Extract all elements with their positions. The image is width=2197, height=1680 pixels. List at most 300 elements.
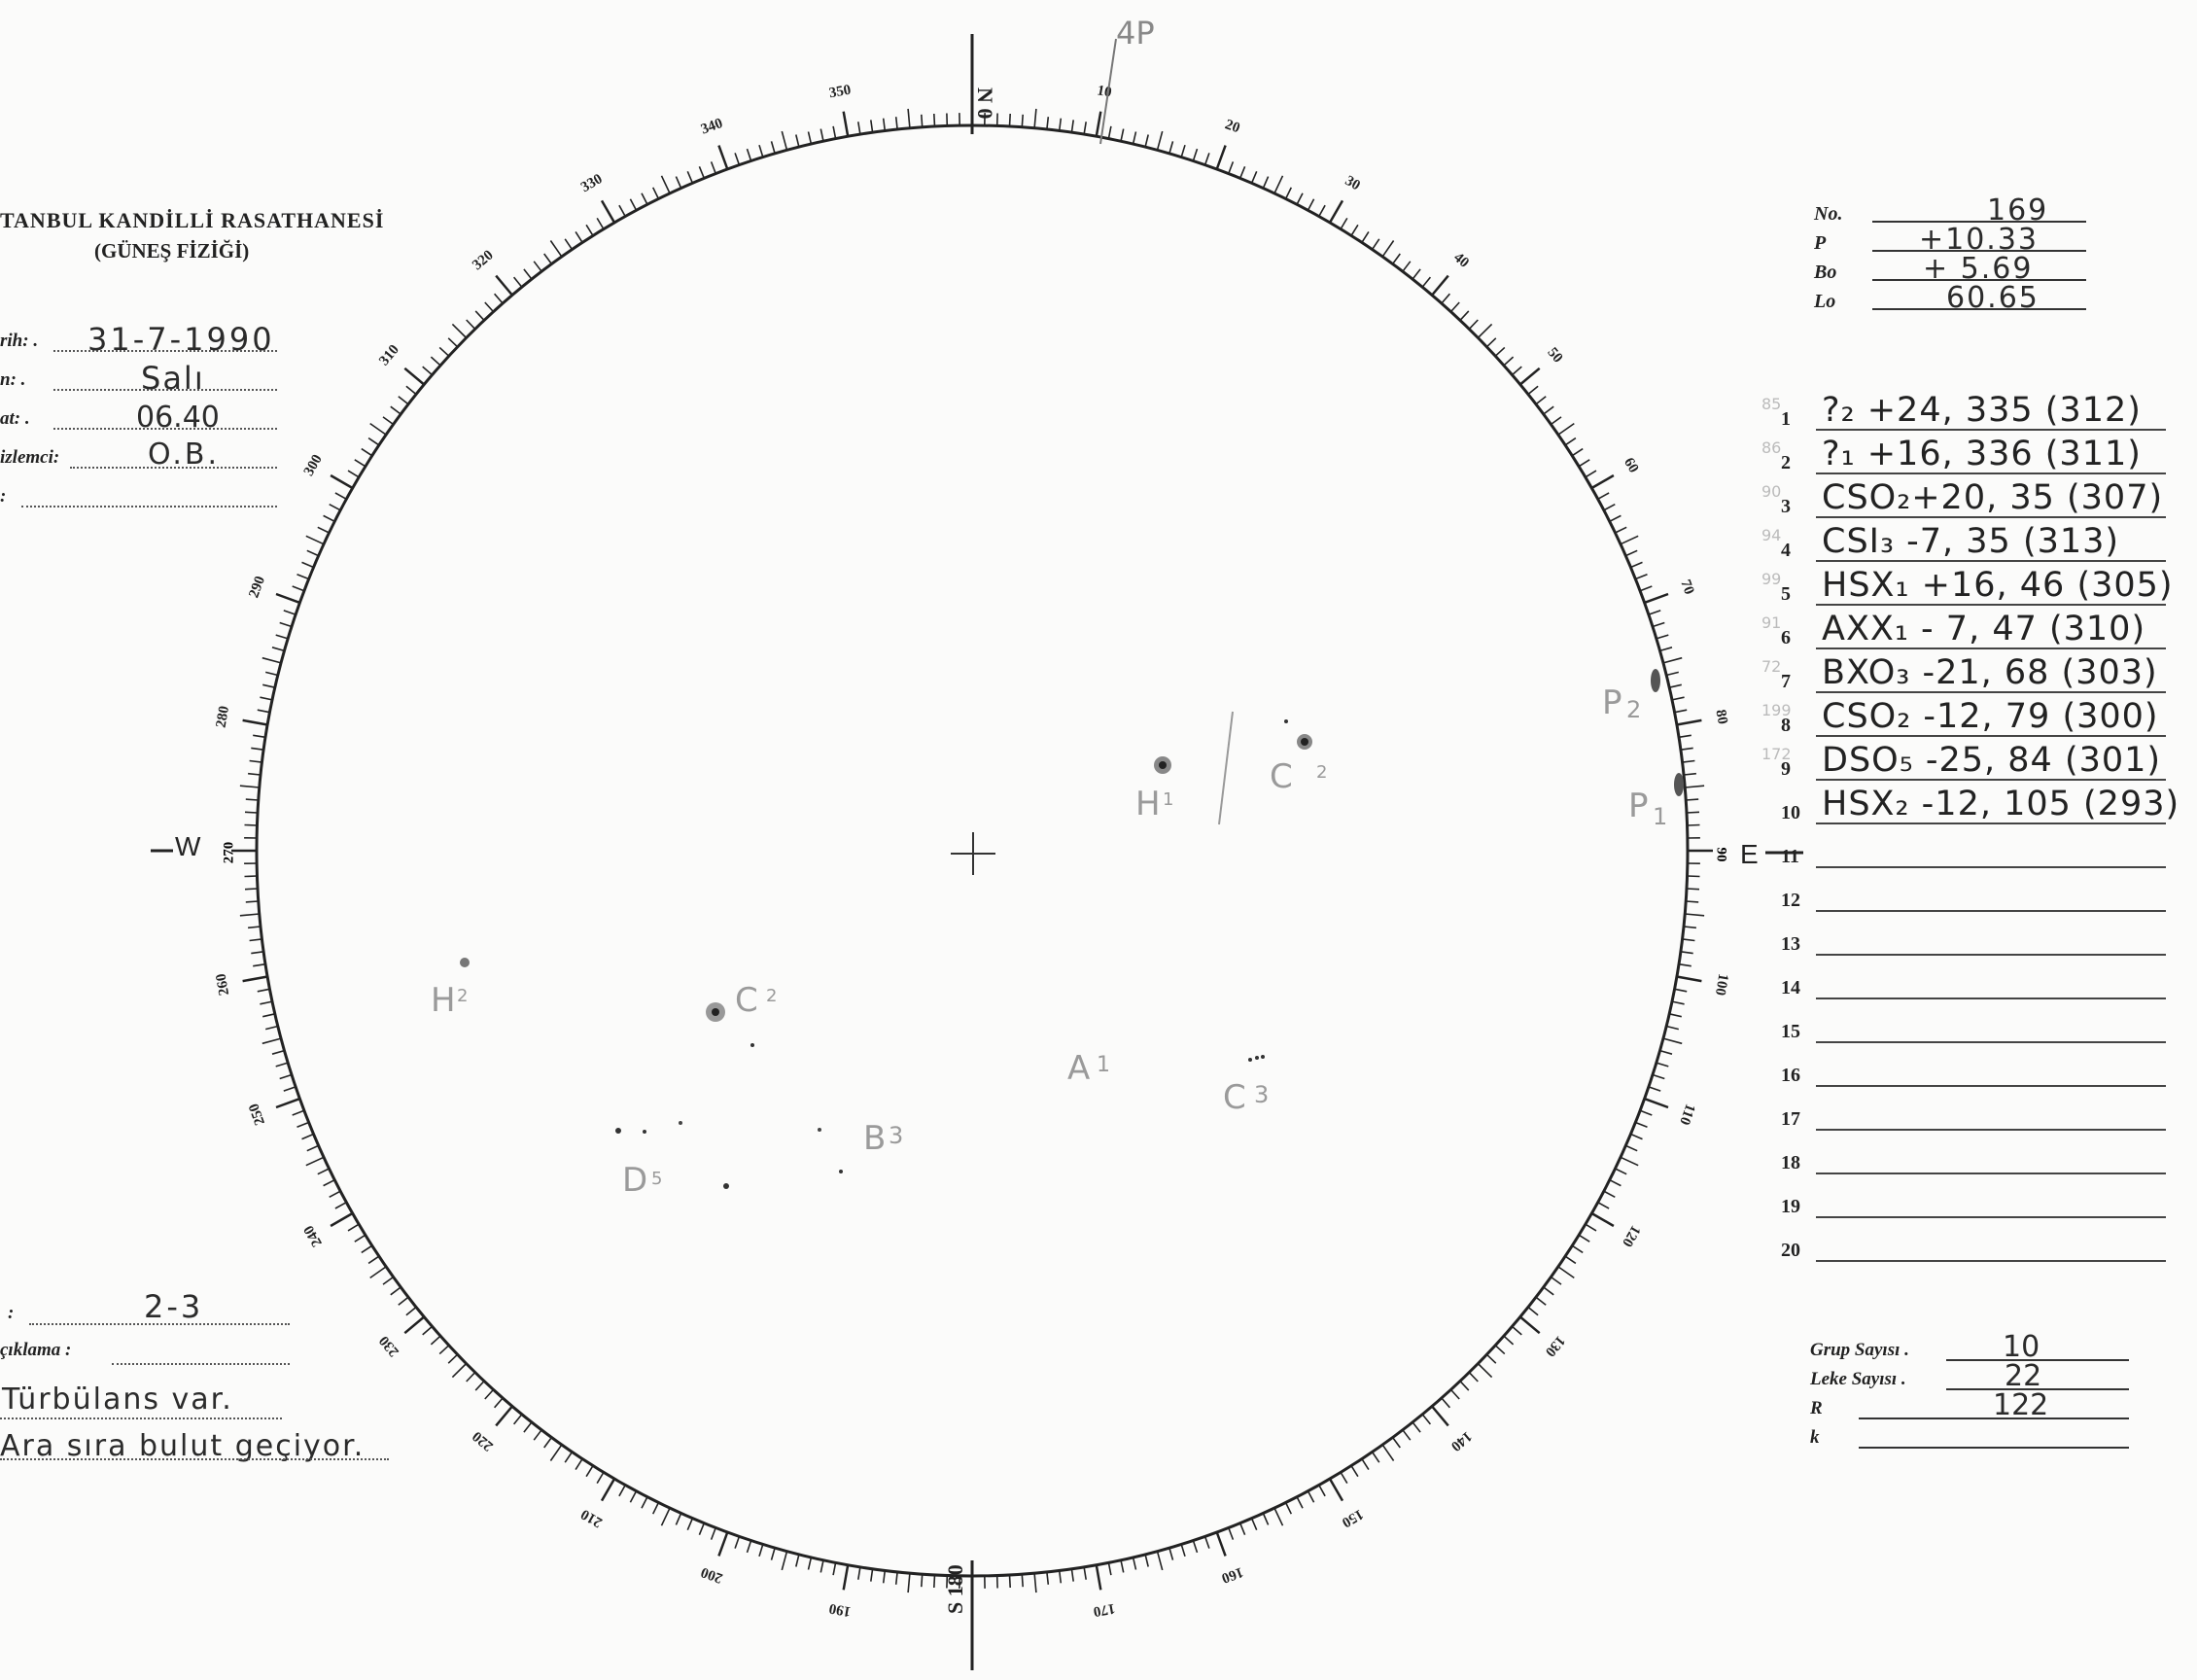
degree-tick: [280, 1075, 292, 1079]
degree-tick: [550, 241, 561, 257]
degree-tick: [1403, 1430, 1411, 1440]
group-row-text: ?₁ +16, 336 (311): [1822, 435, 2142, 473]
svg-text:H: H: [1135, 785, 1161, 823]
degree-tick: [1286, 188, 1292, 199]
group-ref-number: 172: [1761, 745, 1792, 763]
degree-tick: [250, 939, 262, 941]
degree-tick: [1373, 1452, 1379, 1463]
degree-tick: [1688, 825, 1700, 826]
degree-tick: [1460, 311, 1469, 321]
degree-tick: [772, 1548, 776, 1560]
degree-tick: [1297, 193, 1303, 205]
degree-tick: [1133, 132, 1136, 145]
degree-tick: [1625, 1145, 1637, 1150]
degree-tick: [1625, 550, 1637, 555]
group-ref-number: 94: [1761, 526, 1782, 544]
degree-tick: [1010, 114, 1011, 126]
degree-tick: [1263, 177, 1268, 189]
degree-tick: [1586, 1224, 1596, 1231]
group-row-number: 4: [1781, 540, 1791, 561]
degree-tick: [1672, 697, 1685, 700]
degree-tick: [1681, 748, 1693, 750]
degree-tick: [922, 115, 923, 127]
degree-tick: [1604, 1191, 1616, 1197]
degree-tick: [662, 1508, 671, 1525]
degree-tick: [1495, 347, 1505, 356]
degree-tick: [293, 1110, 304, 1115]
degree-tick: [1442, 294, 1450, 303]
degree-tick: [1649, 1087, 1660, 1091]
group-row-number: 5: [1781, 583, 1791, 605]
degree-label: 70: [1677, 578, 1697, 597]
degree-tick: [404, 1317, 424, 1334]
degree-label: 340: [698, 115, 725, 138]
degree-tick: [496, 1407, 512, 1426]
group-row: [1761, 697, 2178, 741]
degree-tick: [1631, 1135, 1643, 1139]
degree-tick: [884, 1570, 886, 1583]
group-ref-number: 99: [1761, 570, 1782, 588]
degree-tick: [253, 735, 265, 737]
group-row-number: 11: [1781, 846, 1799, 867]
degree-tick: [1610, 515, 1622, 521]
degree-tick: [1621, 1157, 1638, 1165]
degree-tick: [565, 1452, 572, 1463]
group-row-number: 19: [1781, 1196, 1800, 1217]
degree-tick: [619, 205, 625, 216]
degree-tick: [1084, 1567, 1086, 1580]
degree-label: 230: [376, 1332, 402, 1360]
degree-tick: [1660, 1051, 1673, 1055]
note-line-1: Türbülans var.: [2, 1382, 233, 1417]
degree-tick: [884, 119, 886, 131]
degree-tick: [630, 1491, 636, 1503]
degree-tick: [1319, 1486, 1325, 1496]
east-label: E: [1740, 839, 1759, 869]
degree-tick: [404, 368, 424, 385]
group-row-text: BXO₃ -21, 68 (303): [1822, 653, 2158, 692]
degree-label: 170: [1092, 1599, 1117, 1620]
degree-tick: [1645, 594, 1668, 603]
degree-tick: [1478, 324, 1491, 337]
degree-tick: [391, 1287, 401, 1295]
degree-tick: [246, 901, 259, 902]
sunspots: [460, 669, 1684, 1189]
param-bo: Bo + 5.69: [1814, 258, 2125, 287]
degree-tick: [796, 135, 799, 148]
degree-tick: [1097, 1565, 1101, 1591]
group-count: Grup Sayısı . 10: [1810, 1334, 2131, 1363]
degree-tick: [662, 176, 671, 193]
degree-tick: [597, 1472, 604, 1483]
degree-tick: [1604, 505, 1616, 510]
degree-tick: [1513, 1326, 1522, 1335]
south-label: S 180: [943, 1564, 967, 1614]
degree-tick: [1685, 914, 1704, 916]
degree-tick: [1382, 1445, 1393, 1460]
svg-text:1: 1: [1097, 1053, 1110, 1077]
degree-tick: [262, 658, 281, 663]
degree-tick: [1205, 1536, 1209, 1548]
degree-tick: [748, 1541, 751, 1553]
degree-tick: [297, 575, 309, 579]
degree-tick: [1193, 1541, 1197, 1553]
group-row: [1761, 391, 2178, 435]
degree-tick: [1486, 338, 1495, 347]
degree-tick: [1551, 417, 1561, 425]
degree-tick: [1422, 277, 1430, 287]
degree-tick: [1362, 1459, 1369, 1470]
degree-tick: [1520, 368, 1540, 385]
degree-tick: [1308, 199, 1314, 211]
degree-label: 270: [221, 841, 237, 864]
degree-tick: [1645, 1099, 1668, 1107]
degree-tick: [896, 1572, 897, 1585]
group-ref-number: 91: [1761, 613, 1782, 632]
degree-label: 330: [577, 171, 606, 196]
degree-label: 260: [213, 972, 233, 998]
degree-label: 300: [300, 451, 326, 479]
degree-tick: [1586, 471, 1596, 477]
group-row: [1779, 916, 2178, 960]
degree-tick: [871, 1569, 873, 1582]
degree-tick: [1565, 1256, 1576, 1263]
group-row-text: HSX₁ +16, 46 (305): [1822, 566, 2174, 605]
degree-tick: [280, 623, 292, 627]
degree-tick: [1669, 1014, 1682, 1017]
degree-tick: [302, 1135, 314, 1139]
degree-tick: [448, 338, 457, 347]
degree-tick: [258, 989, 270, 992]
degree-tick: [1158, 1552, 1163, 1570]
degree-tick: [1528, 386, 1538, 394]
degree-tick: [1133, 1558, 1136, 1570]
degree-tick: [1071, 120, 1073, 132]
degree-tick: [251, 952, 263, 954]
degree-label: 210: [577, 1505, 606, 1530]
west-label: W: [175, 831, 201, 861]
degree-tick: [934, 114, 935, 126]
degree-label: 80: [1712, 708, 1730, 726]
degree-tick: [1679, 964, 1691, 966]
degree-tick: [1572, 1245, 1583, 1252]
degree-label: 60: [1621, 455, 1642, 476]
degree-tick: [1579, 1235, 1589, 1242]
degree-tick: [922, 1574, 923, 1587]
degree-tick: [544, 254, 552, 264]
spot-group-labels: [431, 683, 1667, 1200]
degree-tick: [759, 1544, 763, 1556]
left-fields: [0, 321, 282, 515]
degree-tick: [306, 1157, 324, 1165]
degree-label: 240: [300, 1222, 326, 1250]
degree-tick: [1520, 1317, 1540, 1334]
degree-tick: [431, 1336, 440, 1345]
degree-tick: [1121, 1560, 1124, 1573]
degree-tick: [809, 1558, 812, 1570]
degree-tick: [248, 774, 261, 775]
degree-tick: [331, 1213, 353, 1226]
degree-tick: [1121, 129, 1124, 142]
counts-block: [1810, 1330, 2131, 1451]
degree-tick: [243, 977, 268, 982]
degree-tick: [318, 527, 330, 533]
degree-tick: [475, 311, 484, 321]
degree-label: 280: [213, 704, 233, 729]
note-line-2: Ara sıra bulut geçiyor.: [0, 1429, 366, 1463]
degree-tick: [1240, 166, 1245, 178]
degree-tick: [1504, 357, 1514, 366]
degree-tick: [1432, 276, 1448, 296]
degree-tick: [1403, 262, 1411, 271]
wolf-number: R 122: [1810, 1392, 2131, 1421]
svg-text:2: 2: [457, 986, 469, 1006]
group-row: [1761, 478, 2178, 522]
group-row: [1761, 653, 2178, 697]
degree-tick: [1351, 225, 1358, 235]
notes-field: çıklama :: [0, 1340, 292, 1361]
degree-label: 130: [1542, 1332, 1568, 1360]
degree-tick: [833, 1562, 836, 1575]
degree-tick: [1047, 117, 1048, 129]
degree-tick: [431, 357, 440, 366]
degree-tick: [908, 109, 910, 128]
degree-tick: [1598, 1203, 1609, 1208]
group-row: [1761, 435, 2178, 478]
group-row-number: 16: [1781, 1065, 1800, 1086]
degree-tick: [1686, 799, 1698, 800]
svg-text:C: C: [1223, 1078, 1246, 1117]
degree-tick: [735, 1536, 739, 1548]
degree-tick: [1683, 939, 1695, 941]
degree-tick: [368, 438, 379, 445]
degree-tick: [302, 562, 314, 567]
degree-tick: [820, 129, 823, 142]
degree-tick: [1528, 1308, 1538, 1315]
degree-tick: [485, 1389, 494, 1399]
group-row: [1779, 872, 2178, 916]
degree-tick: [1034, 1573, 1036, 1592]
svg-text:3: 3: [889, 1122, 904, 1149]
degree-tick: [496, 276, 512, 296]
param-lo: Lo 60.65: [1814, 287, 2125, 316]
degree-tick: [1108, 1562, 1111, 1575]
degree-tick: [1536, 397, 1546, 404]
degree-tick: [1666, 1027, 1679, 1030]
degree-tick: [1684, 774, 1696, 775]
degree-tick: [1263, 1514, 1268, 1525]
group-ref-number: 86: [1761, 438, 1782, 457]
degree-tick: [597, 218, 604, 228]
degree-tick: [1536, 1297, 1546, 1305]
group-row-number: 10: [1781, 802, 1800, 823]
degree-tick: [1635, 1123, 1647, 1128]
degree-tick: [858, 1567, 860, 1580]
degree-tick: [809, 132, 812, 145]
degree-tick: [284, 1087, 296, 1091]
param-p: P +10.33: [1814, 228, 2125, 258]
degree-tick: [1047, 1572, 1048, 1585]
degree-label: 20: [1222, 117, 1242, 137]
svg-text:D: D: [622, 1161, 648, 1200]
degree-label: 320: [470, 247, 497, 274]
degree-tick: [1412, 1422, 1420, 1432]
degree-tick: [330, 505, 341, 510]
group-row: [1779, 1135, 2178, 1178]
degree-tick: [896, 117, 897, 129]
degree-tick: [871, 120, 873, 132]
degree-tick: [1217, 1532, 1226, 1556]
group-row: [1761, 566, 2178, 610]
degree-tick: [1034, 109, 1036, 128]
svg-text:5: 5: [651, 1169, 663, 1189]
spot-p1: [1674, 773, 1684, 796]
degree-tick: [1205, 153, 1209, 164]
degree-tick: [399, 397, 408, 404]
degree-tick: [1686, 901, 1698, 902]
degree-tick: [1663, 1038, 1682, 1043]
degree-tick: [602, 200, 614, 223]
svg-text:P: P: [1602, 683, 1622, 722]
group-row-number: 13: [1781, 933, 1800, 955]
degree-tick: [1145, 1555, 1148, 1567]
degree-tick: [262, 1038, 281, 1043]
degree-tick: [250, 761, 262, 763]
degree-tick: [796, 1555, 799, 1567]
svg-text:C: C: [735, 981, 758, 1020]
degree-tick: [439, 1346, 449, 1354]
degree-tick: [1653, 1075, 1664, 1079]
degree-tick: [514, 1415, 522, 1424]
degree-tick: [1486, 1354, 1495, 1363]
seeing-field: : 2-3: [0, 1288, 292, 1329]
degree-tick: [406, 1308, 416, 1315]
degree-label: 160: [1219, 1563, 1246, 1587]
degree-tick: [1341, 218, 1347, 228]
degree-tick: [370, 424, 386, 436]
degree-tick: [1145, 135, 1148, 148]
degree-label: 50: [1544, 344, 1566, 367]
degree-tick: [1565, 438, 1576, 445]
degree-tick: [1478, 1364, 1491, 1378]
degree-tick: [1193, 149, 1197, 160]
degree-tick: [1685, 786, 1704, 788]
degree-tick: [246, 799, 259, 800]
degree-tick: [335, 1203, 346, 1208]
svg-text:2: 2: [766, 986, 778, 1006]
degree-tick: [265, 1027, 278, 1030]
degree-tick: [383, 417, 394, 425]
degree-tick: [439, 347, 449, 356]
degree-tick: [276, 594, 299, 603]
k-factor: k: [1810, 1421, 2131, 1451]
degree-tick: [1513, 367, 1522, 375]
degree-tick: [1319, 205, 1325, 216]
degree-tick: [1598, 493, 1609, 499]
degree-tick: [1442, 1398, 1450, 1408]
department-title: (GÜNEŞ FİZİĞİ): [94, 239, 250, 262]
degree-tick: [1591, 475, 1614, 488]
degree-tick: [1084, 122, 1086, 134]
degree-label: 100: [1711, 972, 1731, 998]
degree-tick: [258, 710, 270, 713]
degree-tick: [1616, 527, 1627, 533]
degree-tick: [245, 889, 258, 890]
degree-tick: [1097, 112, 1101, 137]
degree-tick: [575, 1459, 582, 1470]
degree-tick: [391, 406, 401, 414]
degree-tick: [1666, 672, 1679, 675]
degree-tick: [908, 1573, 910, 1592]
group-row: [1779, 960, 2178, 1003]
degree-tick: [1558, 424, 1574, 436]
spot-p2: [1651, 669, 1660, 692]
degree-tick: [1688, 876, 1700, 877]
degree-label: 190: [827, 1599, 853, 1620]
degree-label: 310: [376, 341, 402, 369]
degree-tick: [524, 269, 532, 279]
degree-tick: [782, 1552, 786, 1570]
degree-tick: [243, 720, 268, 725]
time-field: at: . 06.40: [0, 399, 282, 438]
degree-tick: [245, 876, 258, 877]
degree-tick: [759, 145, 763, 157]
observer-field: izlemci: O.B.: [0, 438, 282, 476]
degree-tick: [423, 1326, 433, 1335]
group-row-number: 9: [1781, 758, 1791, 780]
degree-tick: [330, 1191, 341, 1197]
degree-tick: [1660, 648, 1673, 651]
degree-tick: [1229, 1528, 1234, 1540]
degree-tick: [1663, 658, 1682, 663]
degree-label: 120: [1619, 1222, 1644, 1250]
degree-tick: [1330, 200, 1343, 223]
degree-label: 40: [1450, 249, 1472, 271]
degree-tick: [820, 1560, 823, 1573]
degree-tick: [245, 825, 258, 826]
degree-tick: [1683, 761, 1695, 763]
degree-tick: [1579, 460, 1589, 467]
degree-tick: [448, 1354, 457, 1363]
degree-tick: [1181, 1544, 1185, 1556]
degree-tick: [452, 1364, 466, 1378]
degree-tick: [1544, 1287, 1553, 1295]
degree-tick: [284, 611, 296, 614]
spot-h2: [460, 958, 470, 967]
degree-tick: [324, 515, 335, 521]
degree-tick: [1672, 1001, 1685, 1004]
svg-text:3: 3: [1254, 1081, 1270, 1108]
degree-tick: [619, 1486, 625, 1496]
degree-tick: [748, 149, 751, 160]
degree-tick: [240, 914, 260, 916]
degree-tick: [307, 1145, 319, 1150]
degree-tick: [1635, 575, 1647, 579]
north-label: N 0: [973, 88, 997, 120]
degree-tick: [1687, 812, 1699, 813]
degree-tick: [735, 153, 739, 164]
center-cross: [951, 832, 995, 875]
degree-tick: [844, 1565, 849, 1591]
group-row-text: CSI₃ -7, 35 (313): [1822, 522, 2120, 561]
degree-tick: [712, 1528, 716, 1540]
degree-tick: [324, 1180, 335, 1186]
degree-tick: [1108, 126, 1111, 139]
degree-tick: [265, 672, 278, 675]
degree-tick: [1656, 635, 1669, 639]
degree-tick: [833, 126, 836, 139]
degree-tick: [1504, 1336, 1514, 1345]
